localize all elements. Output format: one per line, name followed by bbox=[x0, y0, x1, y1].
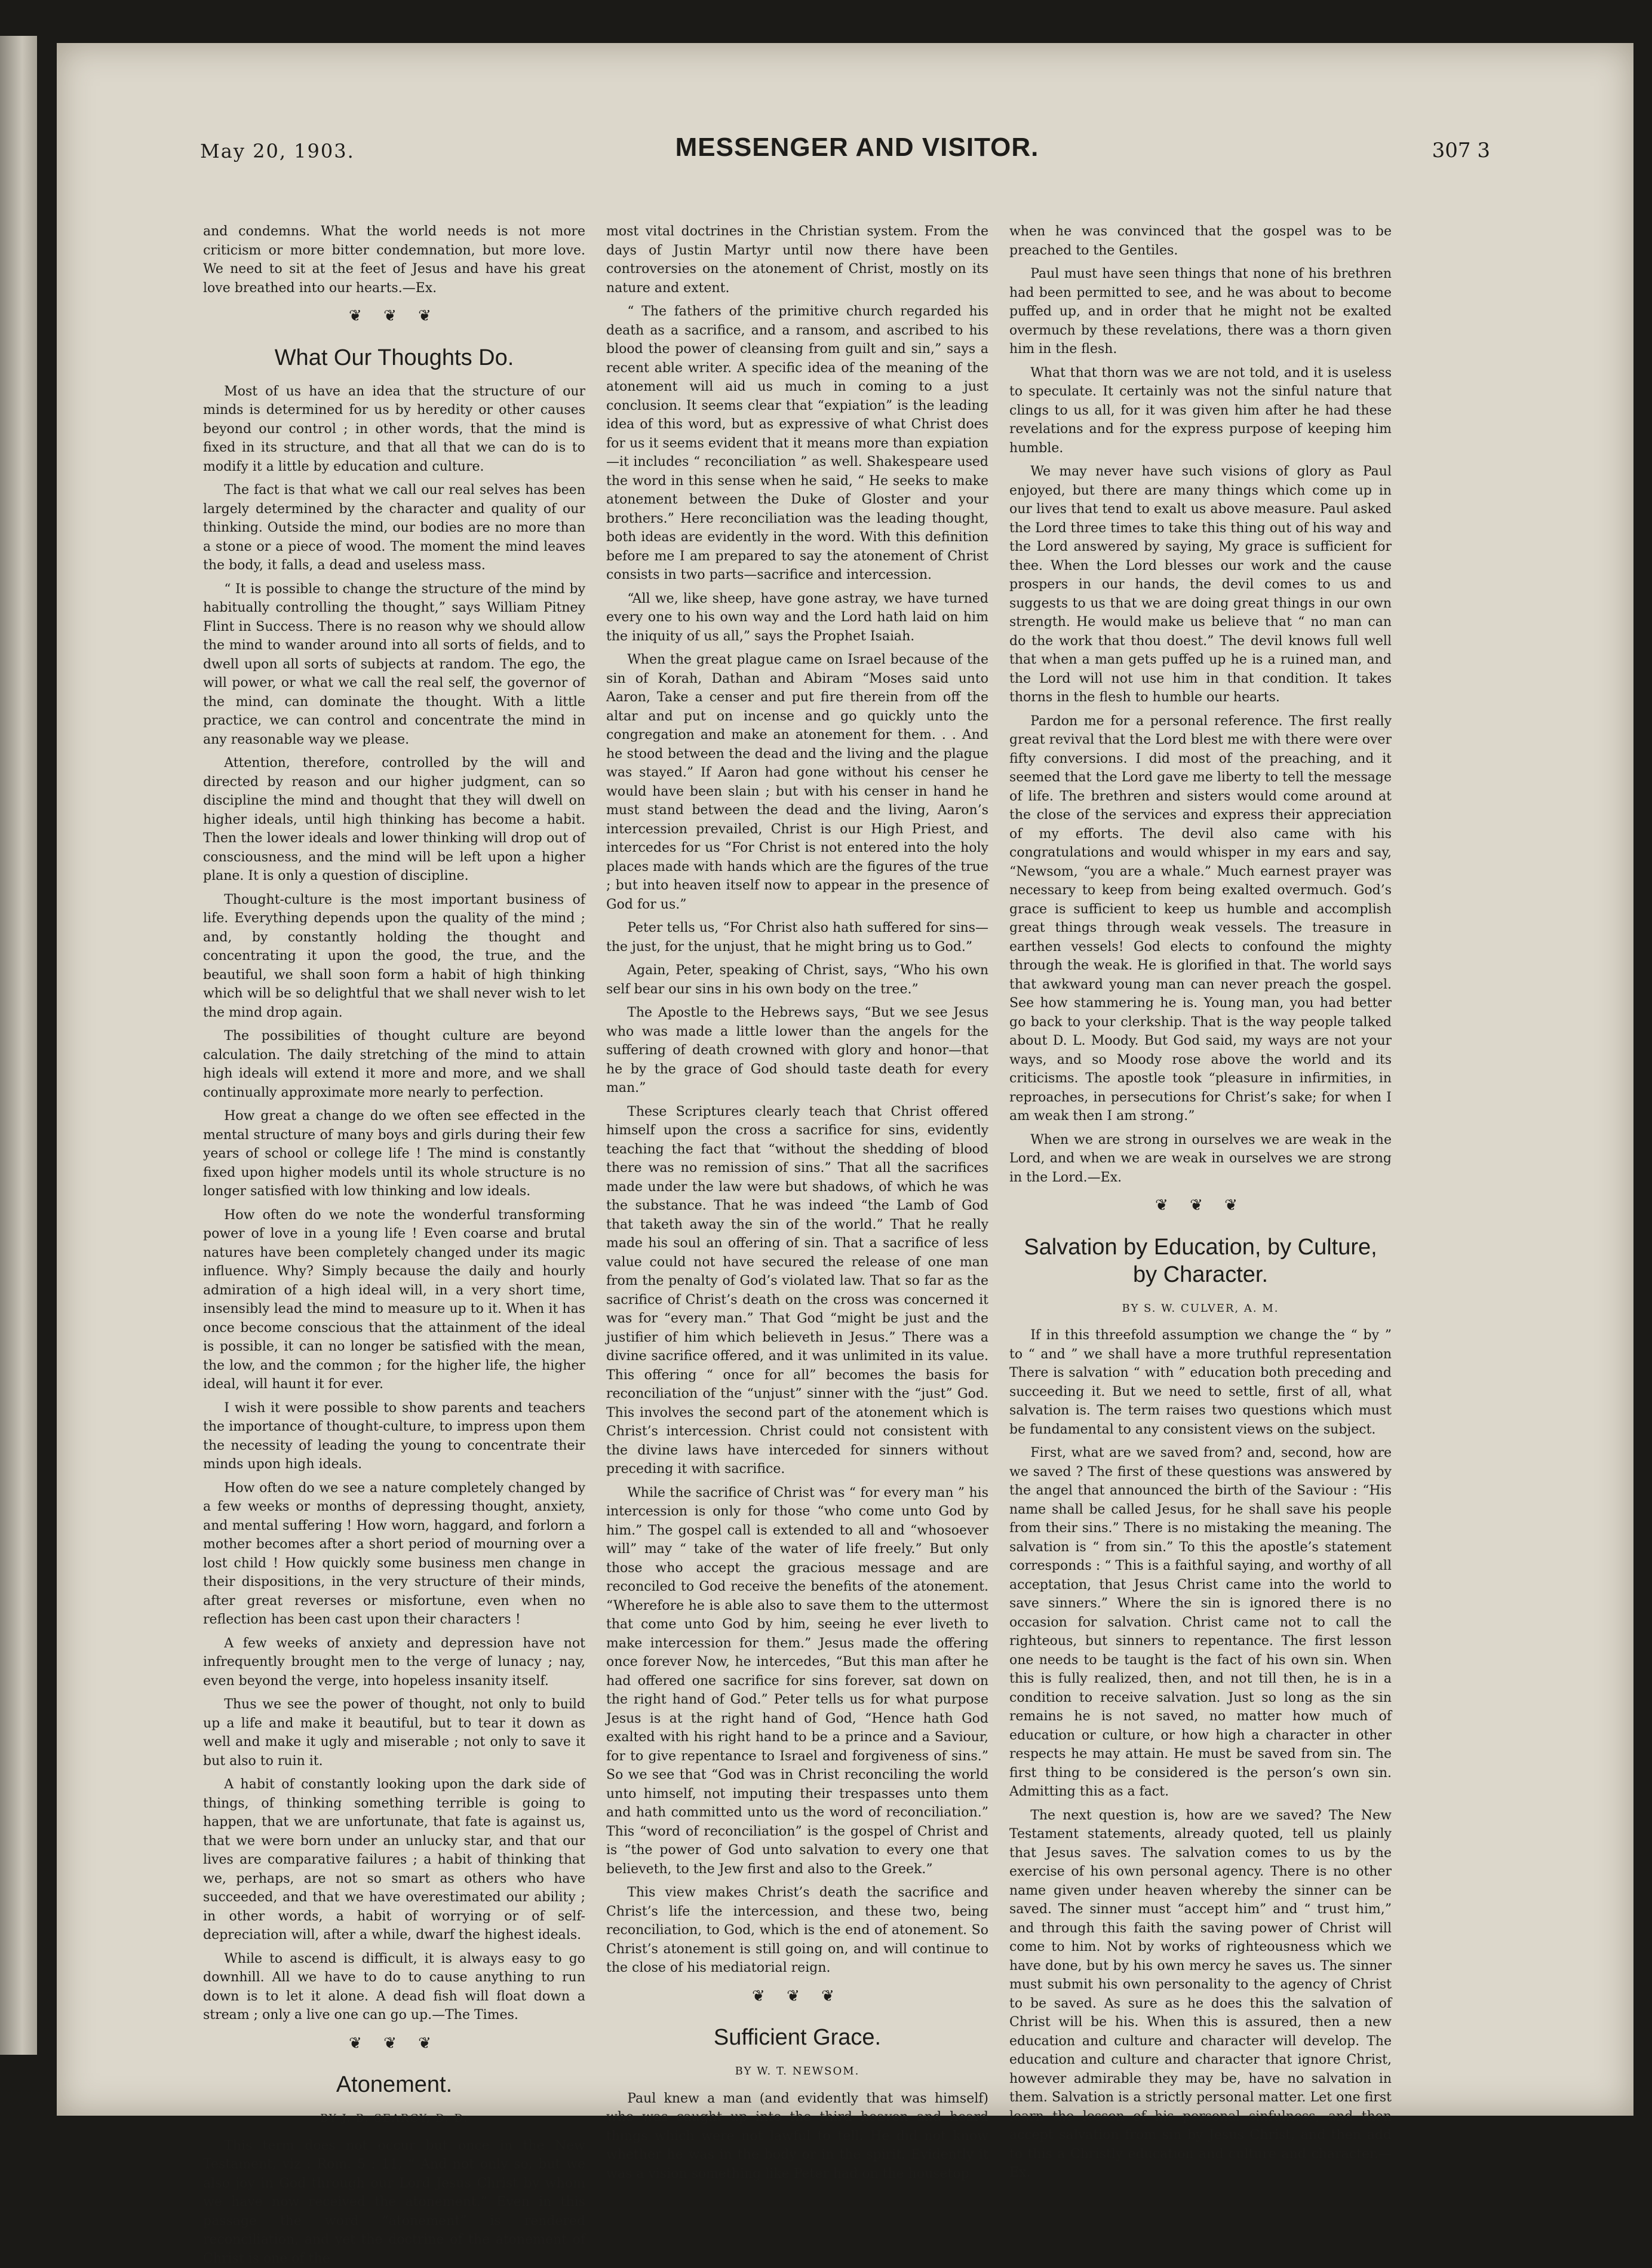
article-title-salvation: Salvation by Education, by Culture, by Character. bbox=[1009, 1233, 1392, 1288]
article-paragraph: The next question is, how are we saved? The New Testament statements, already quoted, tell us plainly that Jesus saves. The salvation comes to us by the exercise of his own personal agency. There is no other name given under heaven whereby the sinner can be saved. The sinner must “accept him” and “ trust him,” and through this faith the saving power of Christ will come to him. Not by works of righteousness which we have done, but by his own mercy he saves us. The sinner must submit his own personality to the agency of Christ to be saved. As sure as he does this the salvation of Christ will be his. When this is assured, then a new education and culture and character will develop. The education and culture and character that ignore Christ, however admirable they may be, have no salvation in them. Salvation is a strictly personal matter. Let one first learn the lesson of his personal sinfulness, and then accept salvation from sin by Jesus Christ, and then add to this a Christly education and culture and character.—Ex. bbox=[1009, 1806, 1392, 2183]
article-byline: BY S. W. CULVER, A. M. bbox=[1009, 1299, 1392, 1318]
article-paragraph: A few weeks of anxiety and depression have not infrequently brought men to the verge of lunacy ; nay, even beyond the verge, into hopeless insanity itself. bbox=[203, 1634, 585, 1691]
article-title-grace: Sufficient Grace. bbox=[606, 2024, 988, 2051]
article-paragraph: I wish it were possible to show parents and teachers the importance of thought-culture, to impress upon them the necessity of leading the young to concentrate their minds upon high ideals. bbox=[203, 1399, 585, 1474]
article-paragraph: If in this threefold assumption we change the “ by ” to “ and ” we shall have a more truthful representation There is salvation “ with ” education both preceding and succeeding it. But we need to settle, first of all, what salvation is. The term raises two questions which must be fundamental to any consistent views on the subject. bbox=[1009, 1326, 1392, 1439]
article-paragraph: How often do we note the wonderful transforming power of love in a young life ! Even coarse and brutal natures have been completely changed under its magic influence. Why? Simply because the daily and hourly admiration of a high ideal will, in a very short time, insensibly lead the mind to measure up to it. When it has once become conscious that the attainment of the ideal is possible, it can no longer be satisfied with the mean, the low, and the common ; for the higher life, the higher ideal, will haunt it for ever. bbox=[203, 1206, 585, 1394]
article-title-thoughts: What Our Thoughts Do. bbox=[203, 344, 585, 372]
article-paragraph: These Scriptures clearly teach that Christ offered himself upon the cross a sacrifice for sins, evidently teaching the fact that “without the shedding of blood there was no remission of sins.” That all the sacrifices made under the law were but shadows, of which he was the substance. That he was indeed “the Lamb of God that taketh away the sin of the world.” That he really made his soul an offering of sin. That a sacrifice of less value could not have secured the release of one man from the penalty of God’s violated law. That so far as the sacrifice of Christ’s death on the cross was concerned it was for “every man.” That God “might be just and the justifier of him which believeth in Jesus.” There was a divine sacrifice offered, and it was unlimited in its value. This offering “ once for all” becomes the basis for reconciliation of the “unjust” sinner with the “just” God. This involves the second part of the atonement which is Christ’s intercession. Christ could not consistent with the divine laws have interceded for sinners without preceding it with sacrifice. bbox=[606, 1103, 988, 1479]
article-paragraph: When we are strong in ourselves we are weak in the Lord, and when we are weak in ourselves we are strong in the Lord.—Ex. bbox=[1009, 1131, 1392, 1187]
article-paragraph: “ It is possible to change the structure of the mind by habitually controlling the thought,” says William Pitney Flint in Success. There is no reason why we should allow the mind to wander around into all sorts of fields, and to dwell upon all sorts of subjects at random. The ego, the will power, or what we call the real self, the governor of the mind, can dominate the thought. With a little practice, we can control and concentrate the mind in any reasonable way we please. bbox=[203, 580, 585, 750]
article-paragraph: most vital doctrines in the Christian system. From the days of Justin Martyr until now there have been controversies on the atonement of Christ, mostly on its nature and extent. bbox=[606, 222, 988, 297]
newspaper-page bbox=[57, 43, 1633, 2116]
article-byline: BY W. T. NEWSOM. bbox=[606, 2062, 988, 2081]
article-paragraph: First, what are we saved from? and, second, how are we saved ? The first of these questions was answered by the angel that announced the birth of the Saviour : “His name shall be called Jesus, for he shall save his people from their sins.” There is no mistaking the meaning. The salvation is “ from sin.” To this the apostle’s statement corresponds : “ This is a faithful saying, and worthy of all acceptation, that Jesus Christ came into the world to save sinners.” Where the sin is ignored there is no occasion for salvation. Christ came not to call the righteous, but sinners to repentance. The first lesson one needs to be taught is the fact of his own sin. When this is fully realized, then, and not till then, he is in a condition to receive salvation. Just so long as the sin remains he is not saved, no matter how much of education or culture, or how high a character in other respects he may attain. He must be saved from sin. The first thing to be considered is the person’s own sin. Admitting this as a fact. bbox=[1009, 1444, 1392, 1801]
section-ornament: ❦ ❦ ❦ bbox=[203, 2034, 585, 2054]
article-paragraph: Paul knew a man (and evidently that was himself) who was caught up into the third heaven and heard things which were not lawful to tell. He did not know whether he was in the body or in the spirit. Evidently it was a vision something like Peter had on the housetop bbox=[606, 2089, 988, 2184]
article-paragraph: Most of us have an idea that the structure of our minds is determined for us by heredity or other causes beyond our control ; in other words, that the mind is fixed in its structure, and that all that we can do is to modify it a little by education and culture. bbox=[203, 382, 585, 477]
article-paragraph: Attention, therefore, controlled by the will and directed by reason and our higher judgment, can so discipline the mind and thought that they will dwell on higher ideals, until high thinking has become a habit. Then the lower ideals and lower thinking will drop out of consciousness, and the mind will be left upon a higher plane. It is only a question of discipline. bbox=[203, 754, 585, 886]
article-paragraph: While to ascend is difficult, it is always easy to go downhill. All we have to do to cause anything to run down is to let it alone. A dead fish will float down a stream ; only a live one can go up.—The Times. bbox=[203, 1950, 585, 2025]
section-ornament: ❦ ❦ ❦ bbox=[203, 307, 585, 326]
adjacent-page-edge bbox=[0, 36, 37, 2055]
article-paragraph: Pardon me for a personal reference. The first really great revival that the Lord blest me with there were over fifty conversions. I did most of the preaching, and it seemed that the Lord gave me liberty to tell the message of life. The brethren and sisters would come around at the close of the services and express their appreciation of my efforts. The devil also came with his congratulations and would whisper in my ears and say, “Newsom, “you are a whale.” Much earnest prayer was necessary to keep from being exalted overmuch. God’s grace is sufficient to keep us humble and accomplish great things through weak vessels. The treasure in earthen vessels! God elects to confound the mighty through the weak. He is glorified in that. The world says that awkward young man can never preach the gospel. See how stammering he is. Young man, you had better go back to your clerkship. That is the way people talked about D. L. Moody. But God said, my ways are not your ways, and so Moody rose above the world and its criticisms. The apostle took “pleasure in infirmities, in reproaches, in persecutions for Christ’s sake; for when I am weak then I am strong.” bbox=[1009, 712, 1392, 1126]
article-paragraph: How great a change do we often see effected in the mental structure of many boys and girls during their few years of school or college life ! The mind is constantly fixed upon higher models until its whole structure is no longer satisfied with low thinking and low ideals. bbox=[203, 1107, 585, 1201]
article-paragraph: Thus we see the power of thought, not only to build up a life and make it beautiful, but to tear it down as well and make it ugly and miserable ; not only to save it but also to ruin it. bbox=[203, 1695, 585, 1770]
article-paragraph: “ The fathers of the primitive church regarded his death as a sacrifice, and a ransom, and ascribed to his blood the power of cleansing from guilt and sin,” says a recent able writer. A specific idea of the meaning of the atonement will aid us much in coming to a just conclusion. It seems clear that “expiation” is the leading idea of this word, but as expressive of what Christ does for us it seems evident that it means more than expiation—it includes “ reconciliation ” as well. Shakespeare used the word in this sense when he said, “ He seeks to make atonement between the Duke of Gloster and your brothers.” Here reconciliation was the leading thought, both ideas are evidently in the word. With this definition before me I am prepared to say the atonement of Christ consists in two parts—sacrifice and intercession. bbox=[606, 302, 988, 585]
article-paragraph: A habit of constantly looking upon the dark side of things, of thinking something terrible is going to happen, that we are unfortunate, that fate is against us, that we were born under an unlucky star, and that our lives are comparative failures ; a habit of thinking that we, perhaps, are not so smart as others who have succeeded, and that we have overestimated our ability ; in other words, a habit of worrying or of self-depreciation will, after a while, dwarf the highest ideals. bbox=[203, 1775, 585, 1945]
page-number: 307 3 bbox=[1432, 139, 1490, 162]
article-paragraph: This view makes Christ’s death the sacrifice and Christ’s life the intercession, and these two, being reconciliation, to God, which is the end of atonement. So Christ’s atonement is still going on, and will continue to the close of his mediatorial reign. bbox=[606, 1883, 988, 1978]
article-paragraph: Thought-culture is the most important business of life. Everything depends upon the quality of the mind ; and, by constantly holding the thought and concentrating it upon the good, the true, and the beautiful, we shall soon form a habit of high thinking which will be so delightful that we shall never wish to let the mind drop again. bbox=[203, 891, 585, 1023]
publication-title: MESSENGER AND VISITOR. bbox=[200, 133, 1514, 162]
article-paragraph: We may never have such visions of glory as Paul enjoyed, but there are many things which come up in our lives that tend to exalt us above measure. Paul asked the Lord three times to take this thing out of his way and the Lord answered by saying, My grace is sufficient for thee. When the Lord blesses our work and the cause prospers in our hands, the devil comes to us and suggests to us that we are doing great things in our own strength. He would make us believe that “ no man can do the work that thou doest.” The devil knows full well that when a man gets puffed up he is a ruined man, and the Lord will not use him in that condition. It takes thorns in the flesh to humble our hearts. bbox=[1009, 462, 1392, 707]
issue-date: May 20, 1903. bbox=[200, 140, 355, 162]
article-paragraph: Again, Peter, speaking of Christ, says, “Who his own self bear our sins in his own body on the tree.” bbox=[606, 961, 988, 999]
article-paragraph: How often do we see a nature completely changed by a few weeks or months of depressing thought, anxiety, and mental suffering ! How worn, haggard, and forlorn a mother becomes after a short period of mourning over a lost child ! How quickly some business men change in their dispositions, in the very structure of their minds, after great reverses or misfortune, even when no reflection has been cast upon their characters ! bbox=[203, 1479, 585, 1629]
article-paragraph: The Apostle to the Hebrews says, “But we see Jesus who was made a little lower than the angels for the suffering of death crowned with glory and honor—that he by the grace of God should taste death for every man.” bbox=[606, 1003, 988, 1098]
column-3 bbox=[1009, 222, 1392, 2116]
column-1 bbox=[203, 222, 585, 2116]
article-title-atonement: Atonement. bbox=[203, 2071, 585, 2098]
article-paragraph: While the sacrifice of Christ was “ for every man ” his intercession is only for those “who come unto God by him.” The gospel call is extended to all and “whosoever will” may “ take of the water of life freely.” But only those who accept the gracious message and are reconciled to God receive the benefits of the atonement. “Wherefore he is able also to save them to the uttermost that come unto God by him, seeing he ever liveth to make intercession for them.” Jesus made the offering once forever Now, he intercedes, “But this man after he had offered one sacrifice for sins forever, sat down on the right hand of God.” Peter tells us for what purpose Jesus is at the right hand of God, “Hence hath God exalted with his right hand to be a prince and a Saviour, for to give repentance to Israel and forgiveness of sins.” So we see that “God was in Christ reconciling the world unto himself, not imputing their trespasses unto them and hath committed unto us the word of reconciliation.” This “word of reconciliation” is the gospel of Christ and is “the power of God unto salvation to every one that believeth, to the Jew first and also to the Greek.” bbox=[606, 1484, 988, 1879]
article-paragraph: This term does not occur but once in the New Testament, viz : Rom. 5 : 11, “ And not only so, but we also joy in God through our Lord Jesus Christ by whom we have now received the atonement.” Even in this passage the word “atonement” is rendered reconciliation, and yet the doctrine of the atonement of Christ is one of the bbox=[203, 2137, 585, 2268]
article-paragraph: and condemns. What the world needs is not more criticism or more bitter condemnation, but more love. We need to sit at the feet of Jesus and have his great love breathed into our hearts.—Ex. bbox=[203, 222, 585, 297]
article-paragraph: Paul must have seen things that none of his brethren had been permitted to see, and he was about to become puffed up, and in order that he might not be exalted overmuch by these revelations, there was a thorn given him in the flesh. bbox=[1009, 265, 1392, 359]
article-paragraph: The fact is that what we call our real selves has been largely determined by the character and quality of our thinking. Outside the mind, our bodies are no more than a stone or a piece of wood. The moment the mind leaves the body, it falls, a dead and useless mass. bbox=[203, 481, 585, 575]
section-ornament: ❦ ❦ ❦ bbox=[606, 1987, 988, 2006]
section-ornament: ❦ ❦ ❦ bbox=[1009, 1196, 1392, 1216]
article-paragraph: “All we, like sheep, have gone astray, we have turned every one to his own way and the Lord hath laid on him the iniquity of us all,” says the Prophet Isaiah. bbox=[606, 590, 988, 646]
masthead bbox=[200, 133, 1514, 180]
article-paragraph: Peter tells us, “For Christ also hath suffered for sins—the just, for the unjust, that he might bring us to God.” bbox=[606, 919, 988, 956]
column-2 bbox=[606, 222, 988, 2116]
article-paragraph: What that thorn was we are not told, and it is useless to speculate. It certainly was not the sinful nature that clings to us all, for it was given him after he had these revelations and for the express purpose of keeping him humble. bbox=[1009, 364, 1392, 458]
article-byline: BY J. B. SEARCY, D. D. bbox=[203, 2109, 585, 2128]
article-paragraph: when he was convinced that the gospel was to be preached to the Gentiles. bbox=[1009, 222, 1392, 260]
article-paragraph: When the great plague came on Israel because of the sin of Korah, Dathan and Abiram “Moses said unto Aaron, Take a censer and put fire therein from off the altar and put on incense and go quickly unto the congregation and make an atonement for them. . . And he stood between the dead and the living and the plague was stayed.” If Aaron had gone without his censer he would have been slain ; but with his censer in hand he must stand between the dead and the living, Aaron’s intercession prevailed, Christ is our High Priest, and intercedes for us “For Christ is not entered into the holy places made with hands which are the figures of the true ; but into heaven itself now to appear in the presence of God for us.” bbox=[606, 650, 988, 914]
article-paragraph: The possibilities of thought culture are beyond calculation. The daily stretching of the mind to attain high ideals will extend it more and more, and we shall continually approximate more nearly to perfection. bbox=[203, 1027, 585, 1102]
